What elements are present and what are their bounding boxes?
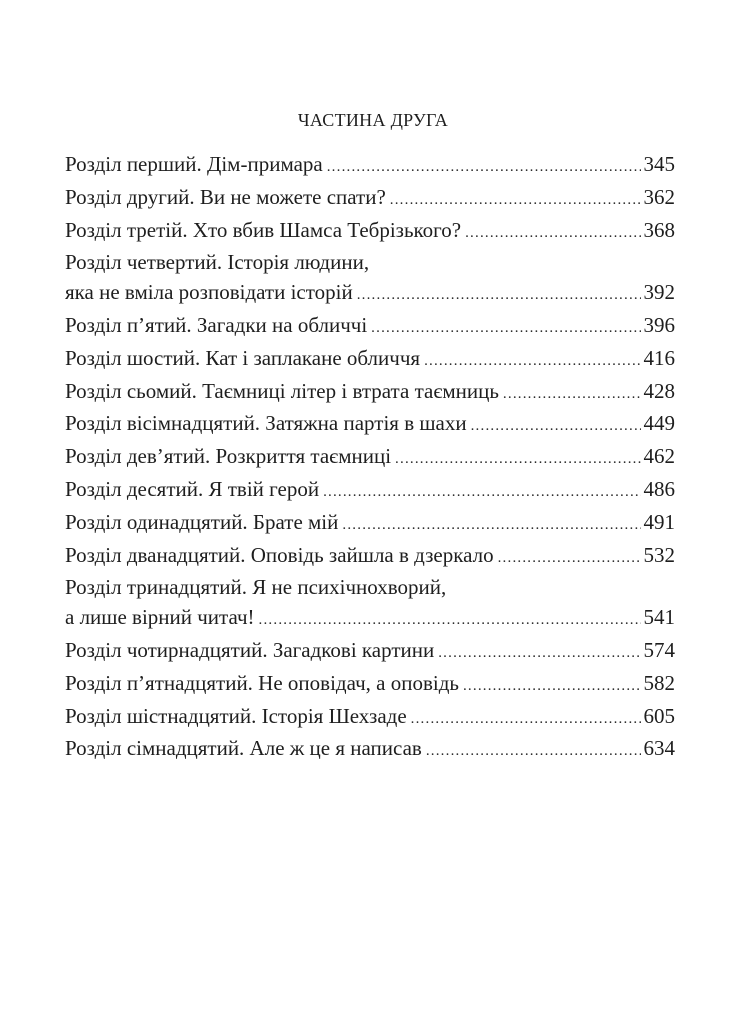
dot-leader <box>342 511 640 541</box>
toc-entry <box>65 216 675 249</box>
page-number: 541 <box>643 605 675 630</box>
toc-row <box>65 442 675 475</box>
toc-entry <box>65 475 675 508</box>
table-of-contents <box>65 150 675 767</box>
page-number: 416 <box>643 345 675 370</box>
toc-row <box>65 150 675 183</box>
toc-row <box>65 475 675 508</box>
chapter-title: Розділ одинадцятий. Брате мій <box>65 509 339 534</box>
chapter-title: Розділ вісімнадцятий. Затяжна партія в шахи <box>65 411 467 436</box>
page-number: 462 <box>643 444 675 469</box>
chapter-title-first-line: Розділ четвертий. Історія людини, <box>65 250 370 275</box>
toc-entry <box>65 377 675 410</box>
page-number: 605 <box>643 703 675 728</box>
toc-entry <box>65 669 675 702</box>
toc-row <box>65 344 675 377</box>
page-number: 392 <box>643 280 675 305</box>
part-title: ЧАСТИНА ДРУГА <box>297 110 449 130</box>
chapter-title: Розділ шістнадцятий. Історія Шехзаде <box>65 703 407 728</box>
chapter-title: Розділ дев’ятий. Розкриття таємниці <box>65 444 392 469</box>
page-number: 345 <box>643 152 675 176</box>
dot-leader <box>327 153 641 183</box>
toc-entry <box>65 636 675 669</box>
chapter-title: Розділ другий. Ви не можете спати? <box>65 184 386 209</box>
chapter-title: яка не вміла розповідати історій <box>65 280 353 305</box>
chapter-title: Розділ дванадцятий. Оповідь зайшла в дзеркало <box>65 542 494 567</box>
chapter-title: Розділ п’ятий. Загадки на обличчі <box>65 312 368 337</box>
chapter-title: Розділ шостий. Кат і заплакане обличчя <box>65 345 421 370</box>
toc-row <box>65 409 675 442</box>
toc-entry <box>65 409 675 442</box>
dot-leader <box>471 412 641 442</box>
toc-row <box>65 734 675 767</box>
chapter-title-first-line: Розділ тринадцятий. Я не психічнохворий, <box>65 575 447 600</box>
toc-row <box>65 541 675 574</box>
dot-leader <box>465 219 640 249</box>
page-number: 574 <box>643 637 675 662</box>
toc-entry <box>65 311 675 344</box>
dot-leader <box>357 281 641 311</box>
page-number: 486 <box>643 476 675 501</box>
page-number: 428 <box>643 378 675 403</box>
toc-entry <box>65 734 675 767</box>
toc-row <box>65 636 675 669</box>
toc-row <box>65 216 675 249</box>
toc-entry <box>65 541 675 574</box>
page-number: 491 <box>643 509 675 534</box>
page-number: 582 <box>643 670 675 695</box>
dot-leader <box>424 347 640 377</box>
chapter-title: Розділ сімнадцятий. Але ж це я написав <box>65 736 422 761</box>
page-number: 449 <box>643 411 675 436</box>
toc-row <box>65 669 675 702</box>
dot-leader <box>259 606 641 636</box>
chapter-title: Розділ п’ятнадцятий. Не оповідач, а оповідь <box>65 670 459 695</box>
chapter-title: Розділ чотирнадцятий. Загадкові картини <box>65 637 435 662</box>
dot-leader <box>371 314 640 344</box>
dot-leader <box>411 705 641 735</box>
toc-row <box>65 508 675 541</box>
toc-entry <box>65 344 675 377</box>
toc-row <box>65 702 675 735</box>
toc-row <box>65 311 675 344</box>
dot-leader <box>463 672 641 702</box>
toc-entry <box>65 508 675 541</box>
page-number: 532 <box>643 542 675 567</box>
page-number: 634 <box>643 736 675 761</box>
toc-entry <box>65 702 675 735</box>
page-number: 396 <box>643 312 675 337</box>
dot-leader <box>498 544 641 574</box>
toc-row <box>65 603 675 636</box>
chapter-title: Розділ сьомий. Таємниці літер і втрата таємниць <box>65 378 499 403</box>
dot-leader <box>390 186 641 216</box>
dot-leader <box>503 380 641 410</box>
toc-entry <box>65 248 675 311</box>
toc-entry <box>65 573 675 636</box>
page-number: 362 <box>643 184 675 209</box>
chapter-title: Розділ перший. Дім-примара <box>65 152 323 176</box>
toc-entry <box>65 150 675 183</box>
toc-entry <box>65 442 675 475</box>
chapter-title: Розділ третій. Хто вбив Шамса Тебрізького? <box>65 217 462 242</box>
toc-row <box>65 278 675 311</box>
dot-leader <box>426 737 641 767</box>
chapter-title: Розділ десятий. Я твій герой <box>65 476 320 501</box>
dot-leader <box>323 478 640 508</box>
page-number: 368 <box>643 217 675 242</box>
chapter-title: а лише вірний читач! <box>65 605 255 630</box>
toc-row <box>65 377 675 410</box>
toc-entry <box>65 183 675 216</box>
dot-leader <box>395 445 640 475</box>
dot-leader <box>438 639 640 669</box>
toc-row <box>65 183 675 216</box>
